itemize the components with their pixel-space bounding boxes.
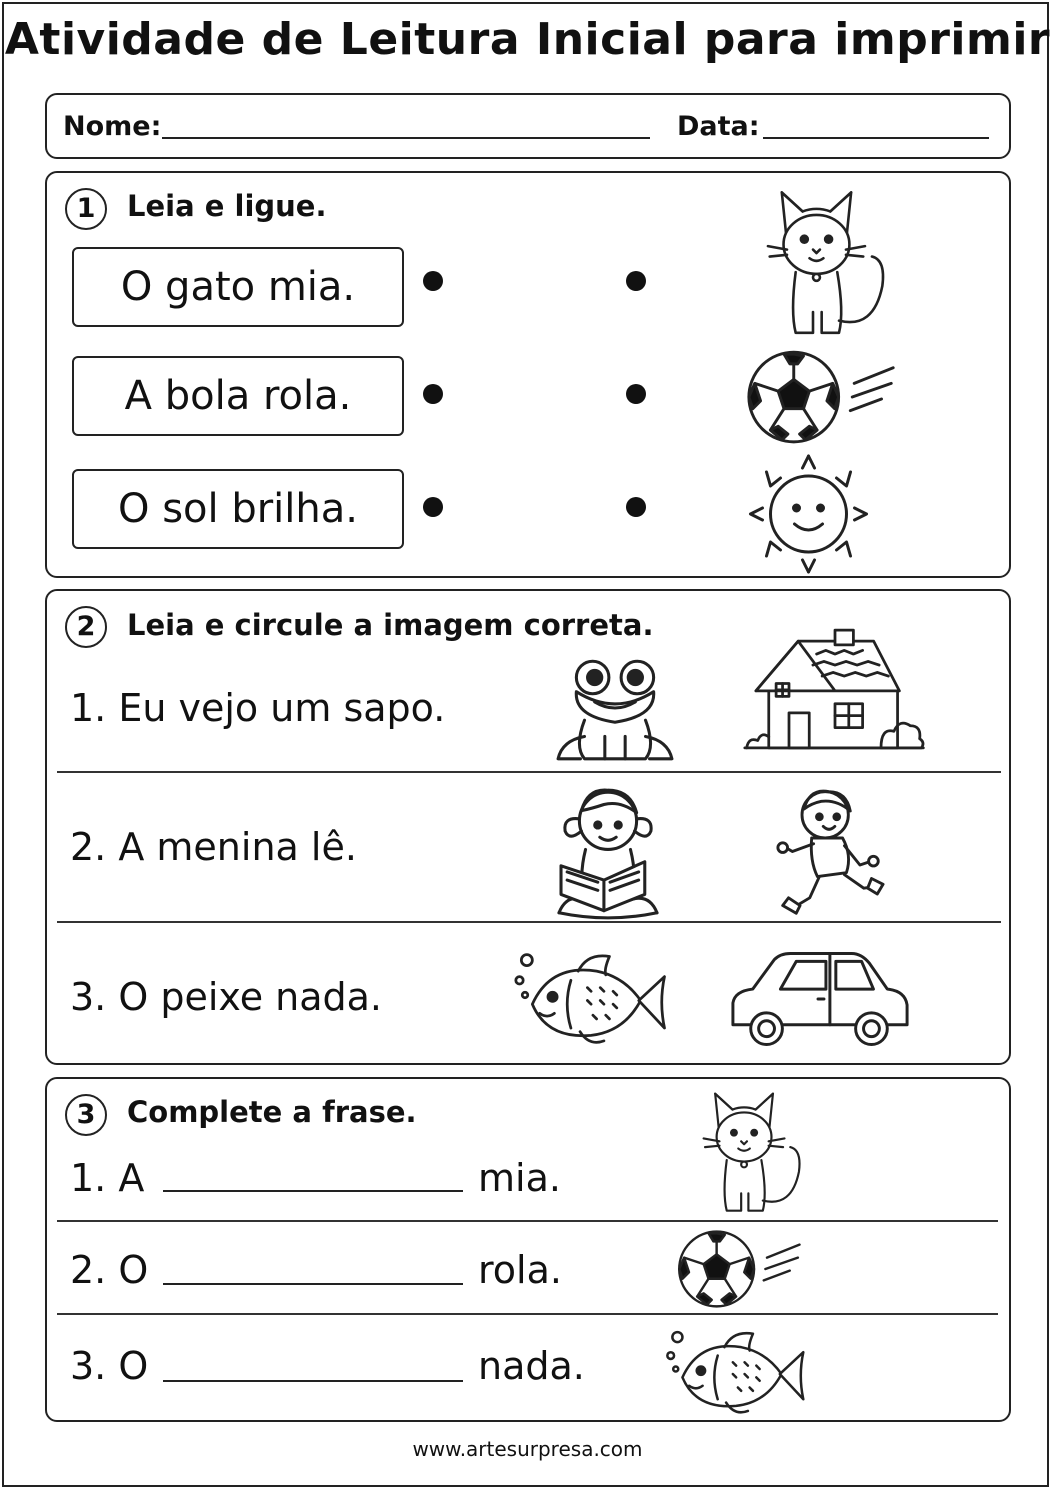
sentence-end: nada. <box>478 1344 585 1388</box>
sentence-start: 2. O <box>70 1248 149 1292</box>
section-number: 3 <box>65 1094 107 1136</box>
cat-icon <box>748 182 904 338</box>
soccer-ball-icon <box>745 348 901 446</box>
sentence-end: rola. <box>478 1248 562 1292</box>
section-number: 1 <box>65 188 107 230</box>
row-divider <box>57 1220 998 1222</box>
name-date-box <box>45 93 1011 159</box>
match-dot-left[interactable] <box>423 384 443 404</box>
phrase-box: O sol brilha. <box>72 469 404 549</box>
sentence: 3. O peixe nada. <box>70 975 383 1019</box>
phrase-box: O gato mia. <box>72 247 404 327</box>
blank-answer-field[interactable] <box>163 1380 463 1382</box>
section-number: 2 <box>65 606 107 648</box>
section-title: Leia e circule a imagem correta. <box>127 608 654 642</box>
cat-icon <box>688 1085 816 1215</box>
sentence-start: 1. A <box>70 1156 145 1200</box>
match-dot-left[interactable] <box>423 271 443 291</box>
row-divider <box>57 921 1001 923</box>
sentence: 1. Eu vejo um sapo. <box>70 686 446 730</box>
soccer-ball-icon <box>676 1228 806 1310</box>
page-title: Atividade de Leitura Inicial para imprimir <box>4 14 1051 65</box>
row-divider <box>57 1313 998 1315</box>
date-field[interactable] <box>763 137 989 139</box>
sentence-end: mia. <box>478 1156 561 1200</box>
match-dot-left[interactable] <box>423 497 443 517</box>
sentence: 2. A menina lê. <box>70 825 357 869</box>
match-dot-right[interactable] <box>626 271 646 291</box>
name-field[interactable] <box>162 137 650 139</box>
date-label: Data: <box>677 111 760 142</box>
car-icon[interactable] <box>725 945 915 1049</box>
fish-icon[interactable] <box>514 942 670 1048</box>
frog-icon[interactable] <box>554 655 676 763</box>
boy-running-icon[interactable] <box>775 780 885 923</box>
row-divider <box>57 771 1001 773</box>
phrase-box: A bola rola. <box>72 356 404 436</box>
sun-icon <box>736 452 881 576</box>
blank-answer-field[interactable] <box>163 1283 463 1285</box>
section-title: Leia e ligue. <box>127 189 327 223</box>
footer-website: www.artesurpresa.com <box>412 1437 643 1461</box>
girl-reading-icon[interactable] <box>545 780 671 923</box>
name-label: Nome: <box>63 111 162 142</box>
fish-icon <box>664 1322 810 1416</box>
sentence-start: 3. O <box>70 1344 149 1388</box>
house-icon[interactable] <box>743 620 927 758</box>
match-dot-right[interactable] <box>626 497 646 517</box>
blank-answer-field[interactable] <box>163 1190 463 1192</box>
match-dot-right[interactable] <box>626 384 646 404</box>
section-title: Complete a frase. <box>127 1095 417 1129</box>
